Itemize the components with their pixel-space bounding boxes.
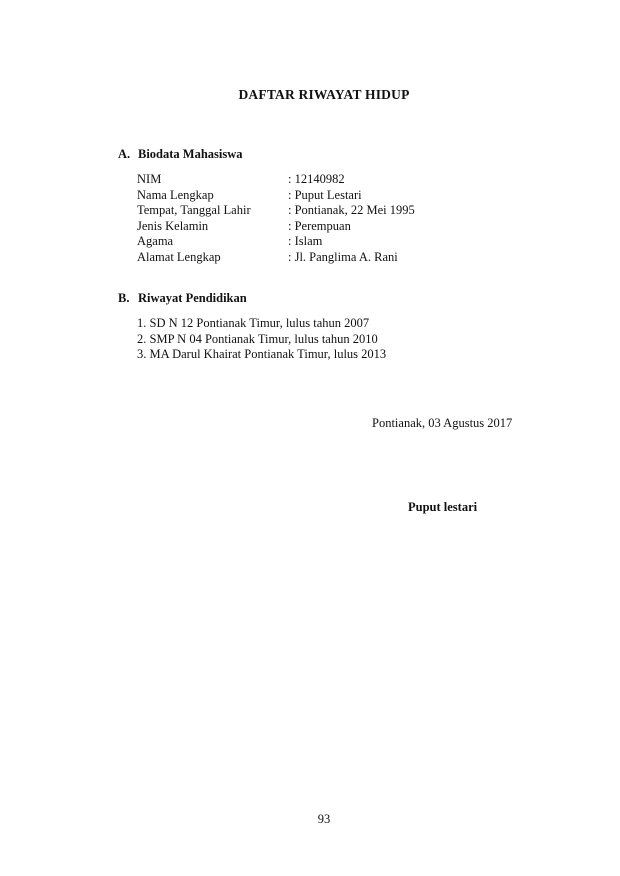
document-title: DAFTAR RIWAYAT HIDUP bbox=[238, 87, 410, 102]
biodata-label: NIM bbox=[137, 172, 162, 186]
biodata-value: : Jl. Panglima A. Rani bbox=[288, 249, 398, 264]
page-number: 93 bbox=[317, 812, 331, 826]
biodata-list bbox=[137, 172, 415, 265]
biodata-row-religion bbox=[137, 234, 415, 250]
biodata-value: : 12140982 bbox=[288, 172, 345, 186]
section-b-letter: B. bbox=[118, 291, 130, 305]
section-a-title: Biodata Mahasiswa bbox=[138, 147, 243, 161]
biodata-row-address bbox=[137, 250, 415, 266]
education-item: 3. MA Darul Khairat Pontianak Timur, lulus 2013 bbox=[137, 347, 387, 361]
biodata-label: Nama Lengkap bbox=[137, 187, 214, 202]
biodata-label: Agama bbox=[137, 234, 174, 248]
biodata-row-gender bbox=[137, 219, 415, 235]
biodata-value: : Puput Lestari bbox=[288, 187, 362, 202]
biodata-label: Alamat Lengkap bbox=[137, 249, 221, 264]
biodata-row-nim bbox=[137, 172, 415, 188]
section-a-heading bbox=[118, 147, 243, 162]
section-b-title: Riwayat Pendidikan bbox=[138, 291, 247, 305]
section-a-letter: A. bbox=[118, 147, 131, 161]
biodata-row-birth bbox=[137, 203, 415, 219]
biodata-value: : Islam bbox=[288, 234, 323, 248]
education-item: 1. SD N 12 Pontianak Timur, lulus tahun 2007 bbox=[137, 316, 370, 330]
education-list bbox=[137, 316, 386, 363]
section-b-heading bbox=[118, 291, 247, 306]
biodata-label: Jenis Kelamin bbox=[137, 218, 209, 233]
biodata-value: : Perempuan bbox=[288, 218, 351, 233]
signature-name: Puput lestari bbox=[408, 500, 478, 514]
biodata-label: Tempat, Tanggal Lahir bbox=[137, 203, 251, 217]
biodata-row-name bbox=[137, 188, 415, 204]
education-item: 2. SMP N 04 Pontianak Timur, lulus tahun 2010 bbox=[137, 331, 378, 346]
signature-place-date: Pontianak, 03 Agustus 2017 bbox=[372, 416, 513, 430]
biodata-value: : Pontianak, 22 Mei 1995 bbox=[288, 203, 415, 217]
